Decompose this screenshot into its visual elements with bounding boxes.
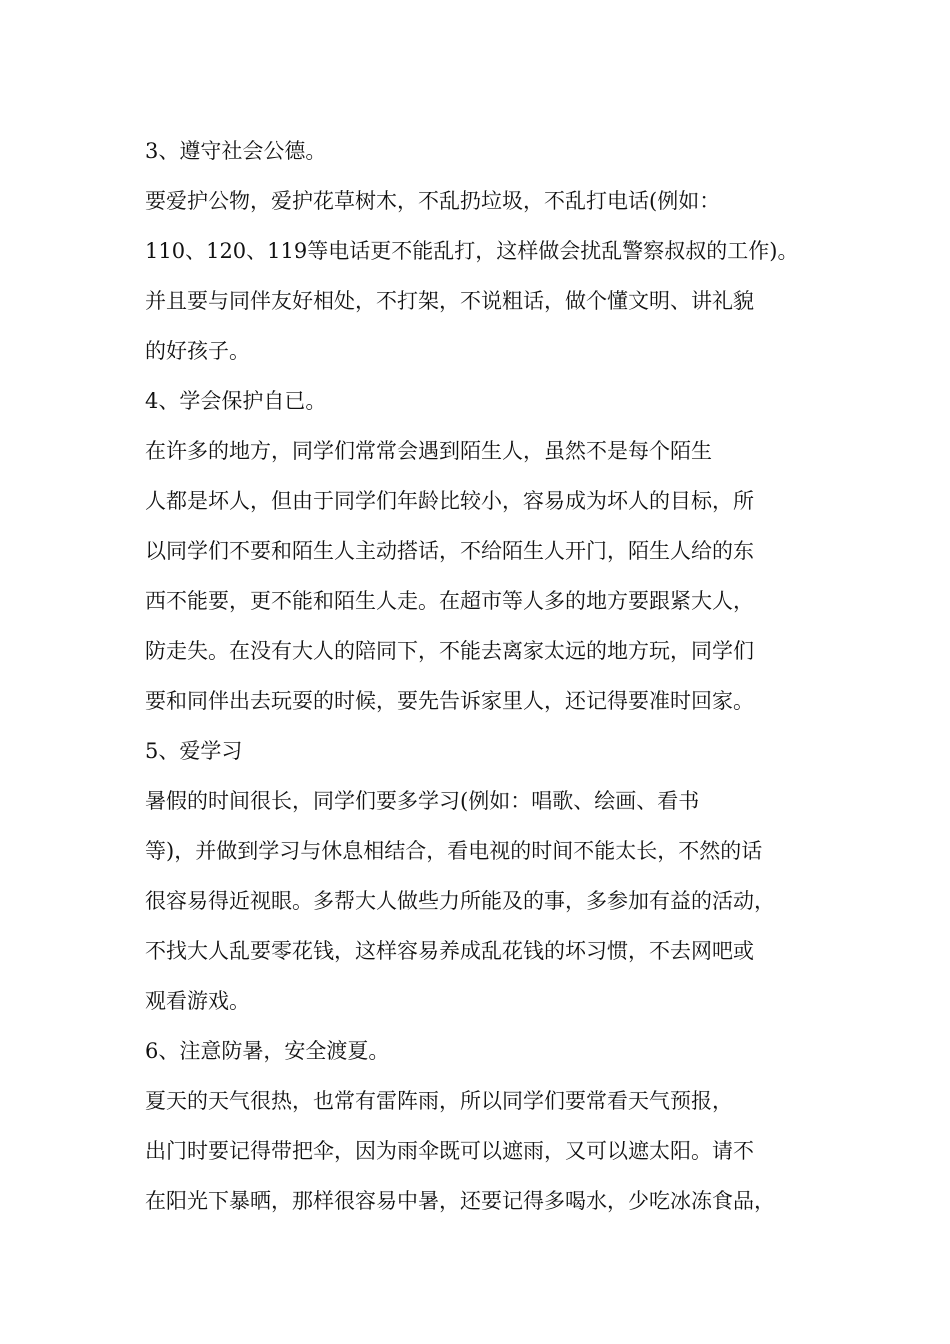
document-content (145, 126, 825, 1226)
section-heading: 5、爱学习 (145, 739, 243, 763)
paragraph-line: 夏天的天气很热，也常有雷阵雨，所以同学们要常看天气预报， (145, 1089, 733, 1113)
paragraph-line: 要和同伴出去玩耍的时候，要先告诉家里人，还记得要准时回家。 (145, 689, 754, 713)
paragraph-line: 防走失。在没有大人的陪同下，不能去离家太远的地方玩，同学们 (145, 639, 754, 663)
section-heading: 6、注意防暑，安全渡夏。 (145, 1039, 390, 1063)
paragraph-line: 出门时要记得带把伞，因为雨伞既可以遮雨，又可以遮太阳。请不 (145, 1139, 754, 1163)
section-heading: 3、遵守社会公德。 (145, 139, 327, 163)
paragraph-line: 等)，并做到学习与休息相结合，看电视的时间不能太长，不然的话 (145, 839, 763, 863)
paragraph-line: 观看游戏。 (145, 989, 250, 1013)
paragraph-line: 很容易得近视眼。多帮大人做些力所能及的事，多参加有益的活动， (145, 889, 775, 913)
paragraph-line: 以同学们不要和陌生人主动搭话，不给陌生人开门，陌生人给的东 (145, 539, 754, 563)
paragraph-line: 在阳光下暴晒，那样很容易中暑，还要记得多喝水，少吃冰冻食品， (145, 1189, 775, 1213)
paragraph-line: 110、120、119等电话更不能乱打，这样做会扰乱警察叔叔的工作)。 (145, 239, 799, 263)
paragraph-line: 的好孩子。 (145, 339, 250, 363)
section-heading: 4、学会保护自已。 (145, 389, 327, 413)
paragraph-line: 人都是坏人，但由于同学们年龄比较小，容易成为坏人的目标，所 (145, 489, 754, 513)
paragraph-line: 暑假的时间很长，同学们要多学习(例如：唱歌、绘画、看书 (145, 789, 700, 813)
paragraph-line: 西不能要，更不能和陌生人走。在超市等人多的地方要跟紧大人， (145, 589, 754, 613)
paragraph-line: 要爱护公物，爱护花草树木，不乱扔垃圾，不乱打电话(例如： (145, 189, 721, 213)
paragraph-line: 并且要与同伴友好相处，不打架，不说粗话，做个懂文明、讲礼貌 (145, 289, 754, 313)
paragraph-line: 不找大人乱要零花钱，这样容易养成乱花钱的坏习惯，不去网吧或 (145, 939, 754, 963)
paragraph-line: 在许多的地方，同学们常常会遇到陌生人，虽然不是每个陌生 (145, 439, 712, 463)
